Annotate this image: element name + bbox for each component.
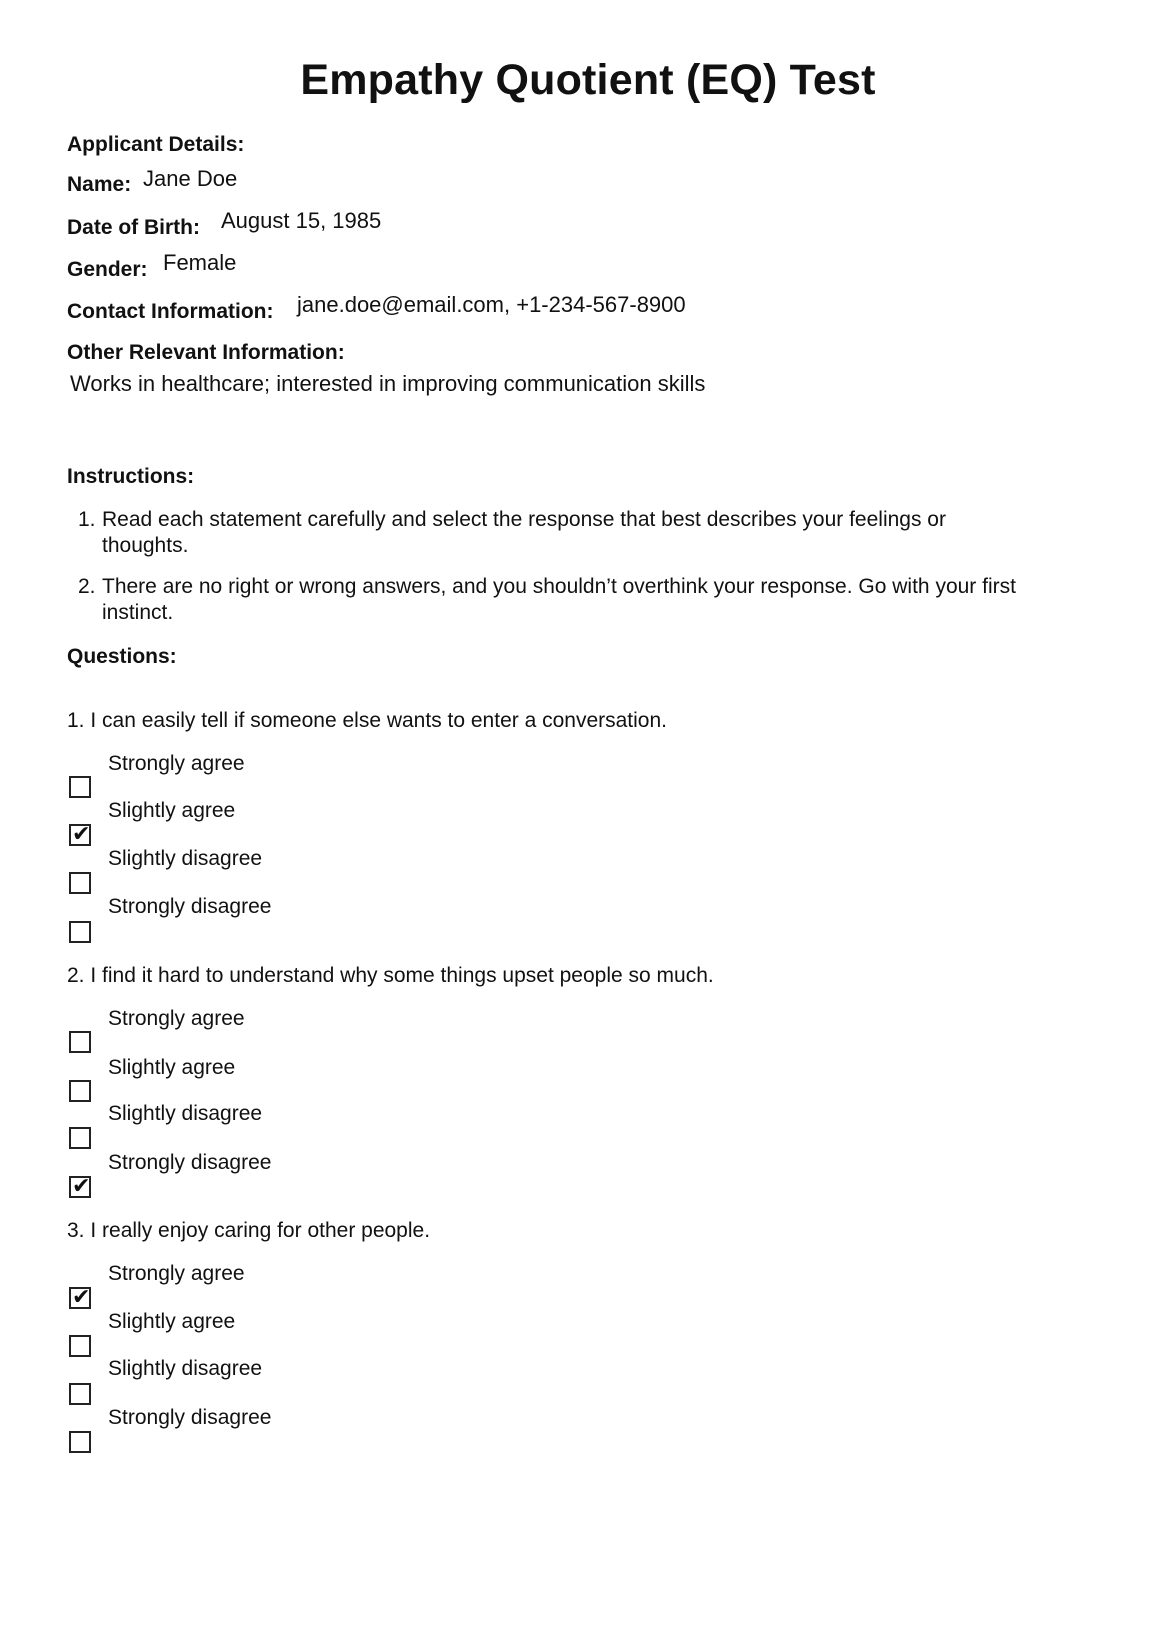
checkbox[interactable] — [69, 1173, 91, 1198]
instruction-text: Read each statement carefully and select the response that best describes your feelings or thoughts. — [102, 508, 946, 557]
checkbox[interactable] — [69, 1080, 91, 1102]
instructions-heading: Instructions: — [67, 465, 195, 488]
checkmark-icon: ✔ — [72, 1284, 91, 1309]
option-label: Strongly agree — [108, 1262, 245, 1285]
checkbox[interactable] — [69, 776, 91, 798]
checkbox[interactable] — [69, 1335, 91, 1357]
dob-value: August 15, 1985 — [221, 208, 382, 233]
checkbox[interactable] — [69, 1284, 91, 1309]
applicant-details-heading: Applicant Details: — [67, 133, 245, 156]
name-label: Name: — [67, 173, 132, 196]
option-label: Slightly disagree — [108, 1357, 263, 1380]
dob-label: Date of Birth: — [67, 216, 200, 239]
question-text: 2. I find it hard to understand why some things upset people so much. — [67, 964, 714, 987]
checkbox[interactable] — [69, 872, 91, 894]
other-info-label: Other Relevant Information: — [67, 341, 345, 364]
instruction-number: 2. — [78, 575, 96, 598]
option-label: Slightly agree — [108, 1056, 236, 1079]
contact-label: Contact Information: — [67, 300, 274, 323]
question-text: 3. I really enjoy caring for other people. — [67, 1219, 431, 1242]
instruction-number: 1. — [78, 508, 96, 531]
option-label: Strongly agree — [108, 1007, 245, 1030]
checkmark-icon: ✔ — [72, 821, 91, 846]
checkbox[interactable] — [69, 1383, 91, 1405]
checkbox[interactable] — [69, 921, 91, 943]
checkmark-icon: ✔ — [72, 1173, 91, 1198]
option-label: Slightly disagree — [108, 1102, 263, 1125]
option-label: Strongly disagree — [108, 895, 272, 918]
option-label: Slightly disagree — [108, 847, 263, 870]
option-label: Strongly disagree — [108, 1151, 272, 1174]
contact-value: jane.doe@email.com, +1-234-567-8900 — [297, 292, 686, 317]
checkbox[interactable] — [69, 1031, 91, 1053]
gender-label: Gender: — [67, 258, 148, 281]
other-info-value: Works in healthcare; interested in improving communication skills — [70, 371, 706, 396]
checkbox[interactable] — [69, 821, 91, 846]
question-text: 1. I can easily tell if someone else wants to enter a conversation. — [67, 709, 667, 732]
name-value: Jane Doe — [143, 166, 238, 191]
questions-heading: Questions: — [67, 645, 177, 668]
option-label: Slightly agree — [108, 1310, 236, 1333]
instruction-text: There are no right or wrong answers, and you shouldn’t overthink your response. Go with your first instinct. — [102, 575, 1016, 624]
checkbox[interactable] — [69, 1431, 91, 1453]
page-title: Empathy Quotient (EQ) Test — [300, 56, 876, 104]
option-label: Strongly disagree — [108, 1406, 272, 1429]
gender-value: Female — [163, 250, 237, 275]
option-label: Slightly agree — [108, 799, 236, 822]
option-label: Strongly agree — [108, 752, 245, 775]
checkbox[interactable] — [69, 1127, 91, 1149]
